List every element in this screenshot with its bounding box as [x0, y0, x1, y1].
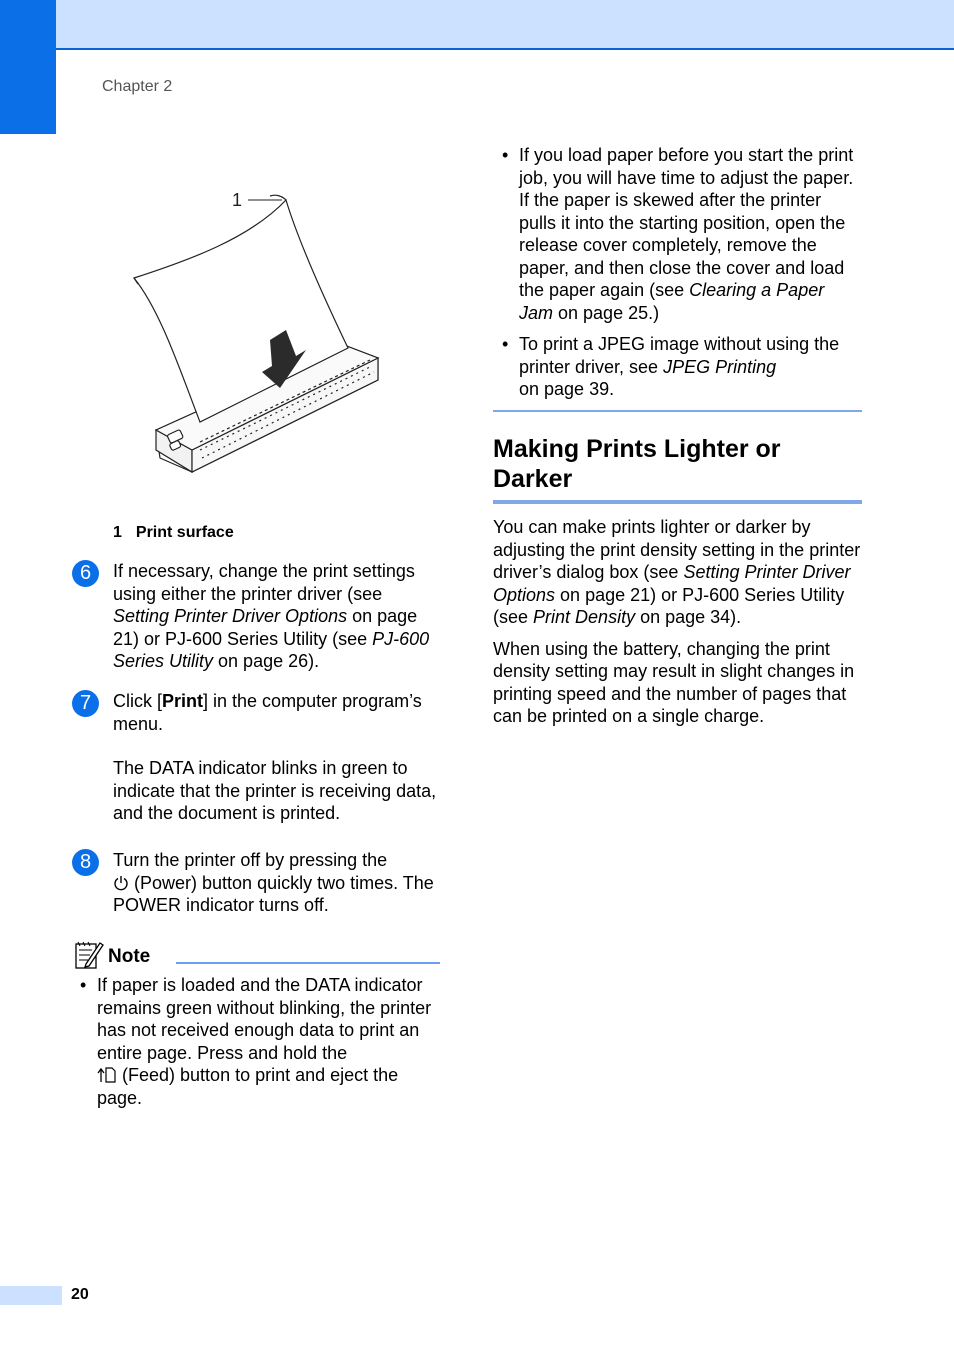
section-rule-top [493, 410, 862, 412]
step-text [113, 560, 442, 673]
link-reference[interactable]: Clearing a Paper Jam [519, 280, 825, 323]
text-segment: To print a JPEG image without using the printer driver, see [519, 334, 840, 377]
feed-icon [97, 1067, 117, 1083]
figure-callout: 1 [232, 190, 243, 210]
printer-illustration [120, 180, 390, 490]
header-rule [56, 48, 954, 50]
text-segment: If paper is loaded and the DATA indicator remains green without blinking, the printer has not received enough data to print an entire page. Press and hold the [97, 975, 432, 1063]
step-detail: The DATA indicator blinks in green to indicate that the printer is receiving data, and the document is printed. [113, 758, 437, 823]
tips-list [494, 144, 862, 401]
step-text [113, 690, 442, 825]
text-segment: You can make prints lighter or darker by adjusting the print density setting in the printer driver’s dialog box (see [493, 517, 861, 582]
note-icon [74, 940, 104, 970]
step-number-badge: 8 [72, 849, 99, 876]
note-item [72, 974, 440, 1109]
step-number-badge: 7 [72, 690, 99, 717]
text-segment: (Feed) button to print and eject the page. [97, 1065, 399, 1108]
step-8 [72, 849, 442, 917]
section-rule-bottom [493, 500, 862, 504]
header-band [0, 0, 954, 49]
text-segment: on page 26). [213, 651, 320, 671]
text-segment: Turn the printer off by pressing the [113, 850, 388, 870]
text-segment: on page 21) or PJ-600 Series Utility (see [113, 606, 418, 649]
tip-item [494, 144, 862, 324]
note-title: Note [108, 946, 151, 967]
text-segment: on page 25.) [553, 302, 660, 323]
link-reference[interactable]: Setting Printer Driver Options [493, 562, 851, 605]
menu-name: Print [162, 691, 204, 711]
note-list [72, 974, 440, 1109]
text-segment: If necessary, change the print settings using either the printer driver (see [113, 561, 415, 604]
caption-number: 1 [113, 524, 122, 541]
text-segment: on page 21) or PJ-600 Series Utility (see [493, 584, 845, 627]
paragraph [493, 516, 862, 629]
section-body [493, 516, 862, 737]
step-6 [72, 560, 442, 673]
section-title: Making Prints Lighter or Darker [493, 435, 781, 493]
link-reference[interactable]: Print Density [533, 607, 636, 627]
note-rule [176, 962, 440, 964]
text-segment: ] in the computer program’s menu. [113, 691, 422, 734]
footer-band [0, 1286, 62, 1305]
paragraph: When using the battery, changing the print density setting may result in slight changes in printing speed and the number of pages that can be printed on a single charge. [493, 638, 855, 726]
step-number-badge: 6 [72, 560, 99, 587]
text-segment: Click [ [113, 691, 162, 711]
chapter-tab [0, 0, 56, 134]
chapter-label: Chapter 2 [102, 78, 173, 95]
page-number: 20 [71, 1286, 89, 1303]
figure-caption [113, 524, 234, 542]
step-7 [72, 690, 442, 825]
step-text [113, 849, 442, 917]
text-segment: If you load paper before you start the print job, you will have time to adjust the paper. If the paper is skewed after the printer pulls it into the starting position, open the release cover completely, remove the paper, and then close the cover and load the paper again (see [519, 145, 854, 300]
text-segment: on page 34). [635, 607, 742, 627]
tip-item [494, 333, 862, 401]
caption-text: Print surface [135, 524, 234, 541]
text-segment: on page 39. [519, 379, 615, 399]
link-reference[interactable]: Setting Printer Driver Options [113, 606, 348, 626]
link-reference[interactable]: PJ-600 Series Utility [113, 628, 430, 671]
power-icon [113, 875, 129, 891]
text-segment: (Power) button quickly two times. The POWER indicator turns off. [113, 872, 434, 915]
note-box [72, 940, 440, 1109]
link-reference[interactable]: JPEG Printing [663, 356, 777, 377]
